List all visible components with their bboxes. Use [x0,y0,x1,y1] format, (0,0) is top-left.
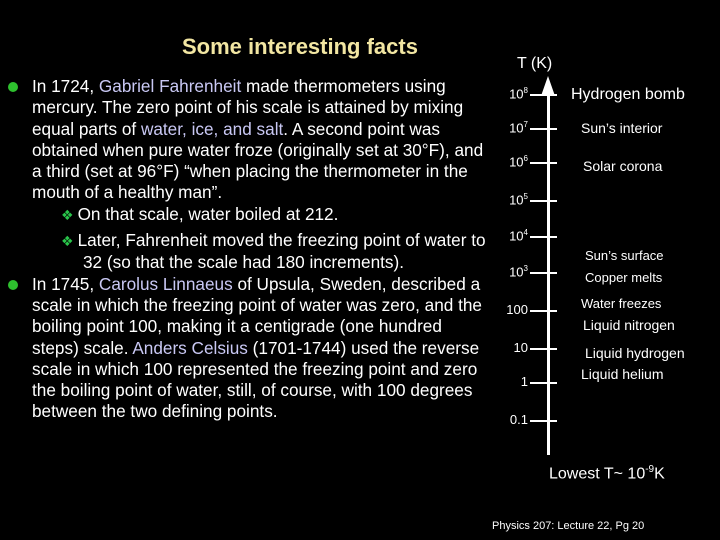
subitem-boiling [8,204,488,226]
tick-mark [530,348,557,350]
axis-title: T (K) [517,55,553,72]
tick-label: $10^3$ [509,264,528,280]
text-segment: . A second point was obtained when pure water froze (originally set at 30°F), and a third (set at 96°F) “when placing the thermometer in the mouth of a healthy man”. [32,118,484,203]
event-label: Sun’s interior [581,120,663,136]
tick-label: $10^5$ [509,192,528,208]
text-segment: In 1724, [32,76,99,96]
tick-label: $10^7$ [509,120,528,136]
event-label: Liquid nitrogen [583,317,675,333]
tick-mark [530,128,557,130]
lowest-text: Lowest T~ 10 [549,465,646,483]
subitem-text: Later, Fahrenheit moved the freezing point of water to 32 (so that the scale had 180 increments). [77,230,486,273]
temperature-axis [547,95,550,455]
event-label: Solar corona [583,158,663,174]
paragraph-linnaeus [8,274,488,423]
tick-mark [530,382,557,384]
tick-label: 100 [506,302,528,317]
highlight-celsius: Anders Celsius [132,337,248,358]
tick-mark [530,236,557,238]
event-label: Water freezes [581,296,662,311]
text-segment: In 1745, [32,273,99,294]
bullet-icon [8,280,18,290]
highlight-water-ice-salt: water, ice, and salt [140,118,284,139]
diamond-bullet-icon: ❖ [61,233,74,250]
tick-label: 0.1 [509,412,528,427]
text-segment: (1701-1744) used the reverse scale in which 100 represented the freezing point and zero the boiling point of water, still, of course, with 100 degrees between the two defining points. [32,337,480,422]
tick-mark [530,200,557,202]
body-text [8,76,488,423]
event-label: Hydrogen bomb [571,86,685,103]
slide-footer: Physics 207: Lecture 22, Pg 20 [492,520,645,532]
slide-title: Some interesting facts [182,34,418,59]
highlight-fahrenheit: Gabriel Fahrenheit [98,76,242,96]
text-segment: of Upsula, Sweden, described a scale in which the freezing point of water was zero, and the boiling point 100, making it a centigrade (one hundred steps) scale. [32,273,482,358]
tick-mark [530,310,557,312]
highlight-linnaeus: Carolus Linnaeus [98,273,233,294]
tick-label: $10^8$ [509,86,528,102]
event-label: Liquid helium [581,366,664,382]
bullet-icon [8,82,18,92]
event-label: Liquid hydrogen [585,345,685,361]
tick-label: $10^4$ [509,228,528,244]
tick-mark [530,94,557,96]
axis-arrow-icon [541,76,555,96]
diamond-bullet-icon: ❖ [61,206,74,223]
lowest-unit: K [654,465,665,483]
subitem-text: On that scale, water boiled at 212. [77,203,339,224]
tick-mark [530,420,557,422]
subitem-freezing [8,230,488,274]
tick-mark [530,272,557,274]
event-label: Sun’s surface [585,248,664,263]
tick-label: $10^6$ [509,154,528,170]
tick-mark [530,162,557,164]
lowest-temperature-note [549,464,665,483]
tick-label: 10 [513,340,528,355]
lowest-exponent: -9 [645,464,655,475]
text-segment: made thermometers using mercury. The zero point of his scale is attained by mixing equal parts of [32,76,464,139]
tick-label: 1 [520,374,528,389]
event-label: Copper melts [585,270,663,285]
paragraph-fahrenheit [8,76,488,204]
